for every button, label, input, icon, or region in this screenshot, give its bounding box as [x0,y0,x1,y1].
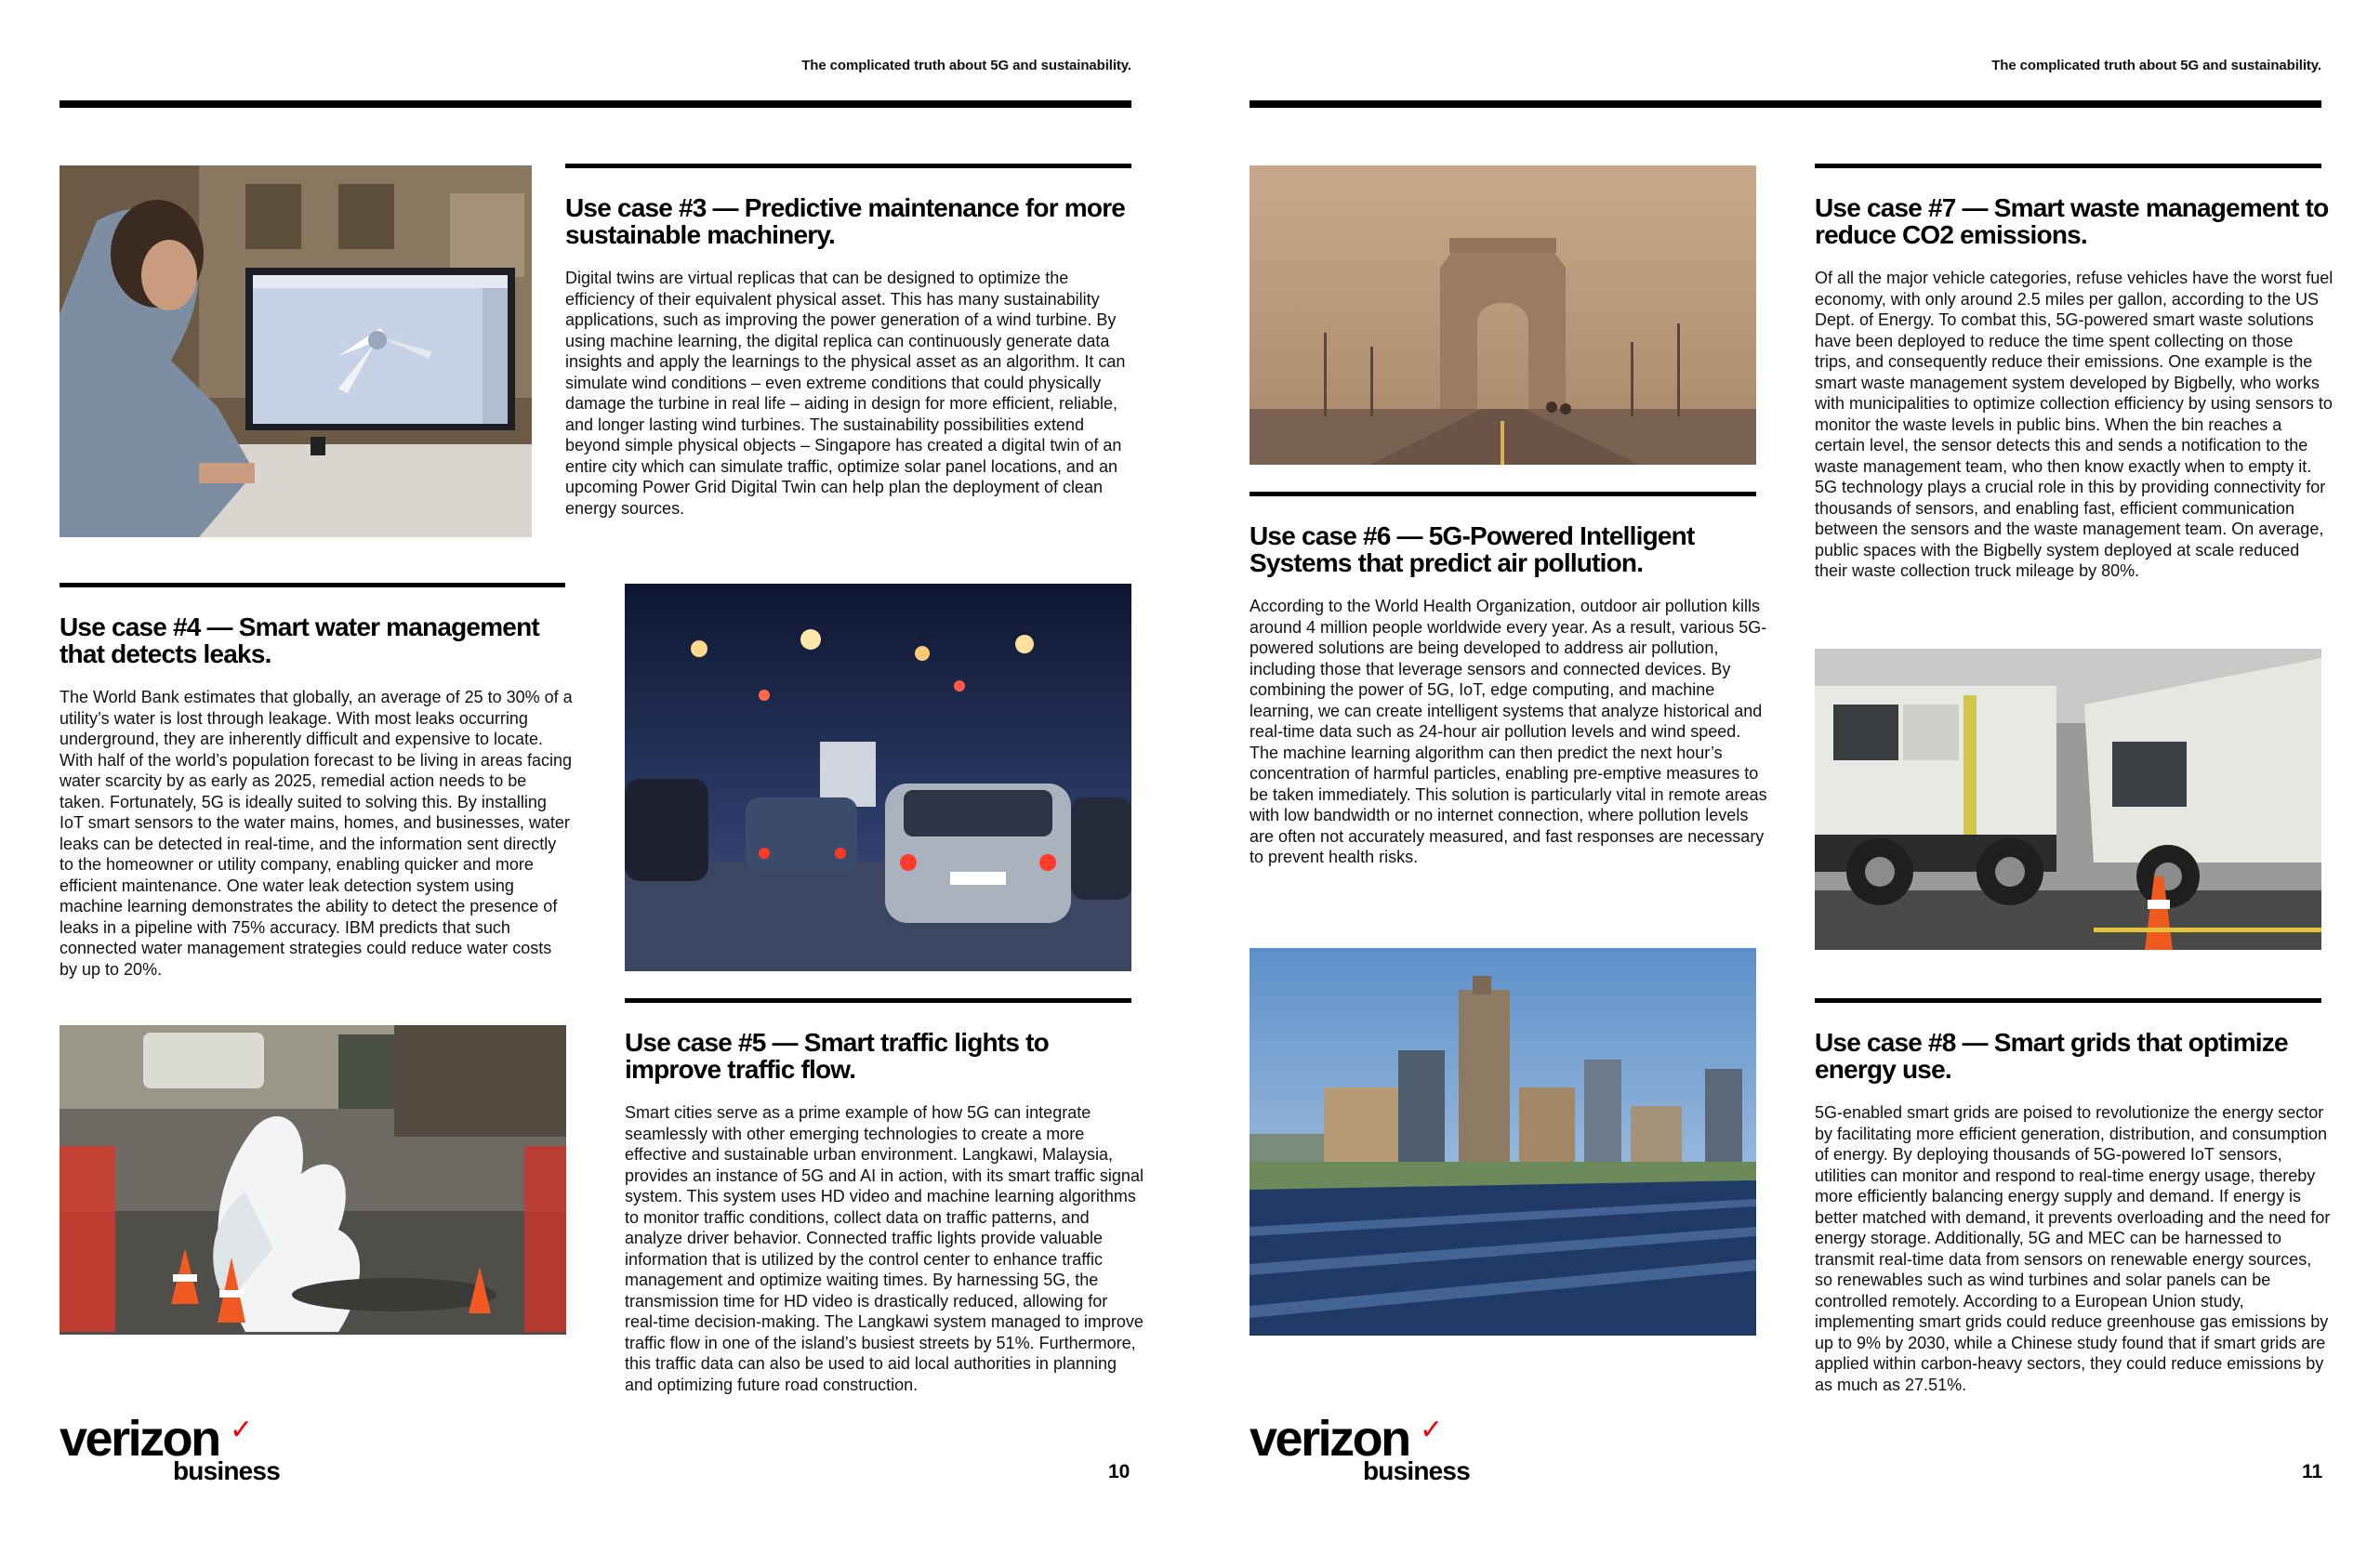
running-head: The complicated truth about 5G and sustainability. [801,58,1131,73]
section-rule-uc3 [565,164,1131,168]
logo-wordmark: verizon [60,1411,219,1467]
header-rule [60,100,1131,108]
body-use-case-8: 5G-enabled smart grids are poised to revolutionize the energy sector by facilitating more efficient generation, distribution, and consumption of energy. By deploying thousands of 5G-powered IoT sensors, utilities can monitor and respond to real-time energy usage, thereby more efficiently balancing energy supply and demand. If energy is better matched with demand, it prevents overloading and the need for energy storage. Additionally, 5G and MEC can be harnessed to transmit real-time data from sensors on renewable energy sources, so renewables such as wind turbines and solar panels can be controlled remotely. According to a European Union study, implementing smart grids could reduce greenhouse gas emissions by up to 9% by 2030, while a Chinese study found that if smart grids are applied within carbon-heavy sectors, they could reduce emissions by as much as 27.51%. [1815,1103,2331,1394]
section-rule-uc5 [625,998,1131,1003]
body-use-case-3: Digital twins are virtual replicas that can be designed to optimize the efficiency of their equivalent physical asset. This has many sustainability applications, such as improving the power generation of a wind turbine. By using machine learning, the digital replica can continuously generate data insights and apply the learnings to the physical asset as an algorithm. It can simulate wind conditions – even extreme conditions that could physically damage the turbine in real life – aiding in design for more efficient, reliable, and longer lasting wind turbines. The sustainability possibilities extend beyond simple physical objects – Singapore has created a digital twin of an entire city which can simulate traffic, optimize solar panel locations, and an upcoming Power Grid Digital Twin can help plan the deployment of clean energy sources. [565,269,1126,518]
photo-smog-monument [1250,165,1756,465]
photo-digital-twin-workstation [60,165,532,537]
heading-use-case-4: Use case #4 — Smart water management that detects leaks. [60,612,539,668]
verizon-business-logo [1250,1413,1501,1489]
body-use-case-7: Of all the major vehicle categories, refuse vehicles have the worst fuel economy, with only around 2.5 miles per gallon, according to the US Dept. of Energy. To combat this, 5G-powered smart waste solutions have been deployed to reduce the time spent collecting on those trips, and consequently reduce their emissions. One example is the smart waste management system developed by Bigbelly, who works with municipalities to optimize collection efficiency by using sensors to monitor the waste levels in public bins. When the bin reaches a certain level, the sensor detects this and sends a notification to the waste management team, who then know exactly when to empty it. 5G technology plays a crucial role in this by providing connectivity for thousands of sensors, and enabling fast, efficient communication between the sensors and the waste management team. On average, public spaces with the Bigbelly system deployed at scale reduced their waste collection truck mileage by 80%. [1815,269,2334,580]
body-use-case-4: The World Bank estimates that globally, an average of 25 to 30% of a utility’s water is lost through leakage. With most leaks occurring underground, they are inherently difficult and expensive to locate. With half of the world’s population forecast to be living in areas facing water scarcity by as early as 2025, remedial action needs to be taken. Fortunately, 5G is ideally suited to solving this. By installing IoT smart sensors to the water mains, homes, and businesses, water leaks can be detected in real-time, and the information sent directly to the homeowner or utility company, enabling quicker and more efficient maintenance. One water leak detection system using machine learning demonstrates the ability to detect the presence of leaks in a pipeline with 75% accuracy. IBM predicts that such connected water management strategies could reduce water costs by up to 20%. [60,688,573,979]
page-number: 10 [1108,1461,1130,1482]
heading-use-case-5: Use case #5 — Smart traffic lights to improve traffic flow. [625,1028,1049,1084]
logo-wordmark: verizon [1250,1411,1409,1467]
page-number: 11 [2302,1461,2323,1482]
section-rule-uc7 [1815,164,2321,168]
logo-checkmark-icon: ✓ [230,1415,254,1445]
logo-subline: business [173,1456,280,1485]
header-rule [1250,100,2321,108]
verizon-business-logo [60,1413,311,1489]
logo-checkmark-icon: ✓ [1420,1415,1444,1445]
logo-subline: business [1363,1456,1470,1485]
section-rule-uc6 [1250,492,1756,496]
running-head: The complicated truth about 5G and sustainability. [1991,58,2321,73]
body-use-case-5: Smart cities serve as a prime example of how 5G can integrate seamlessly with other emerging technologies to create a more effective and sustainable urban environment. Langkawi, Malaysia, provides an instance of 5G and AI in action, with its smart traffic signal system. This system uses HD video and machine learning algorithms to monitor traffic conditions, collect data on traffic patterns, and analyze driver behavior. Connected traffic lights provide valuable information that is utilized by the control center to enhance traffic management and optimize waiting times. By harnessing 5G, the transmission time for HD video is drastically reduced, allowing for real-time decision-making. The Langkawi system managed to improve traffic flow in one of the island’s busiest streets by 51%. Furthermore, this traffic data can also be used to aid local authorities in planning and optimizing future road construction. [625,1103,1144,1394]
section-rule-uc8 [1815,998,2321,1003]
photo-refuse-trucks [1815,649,2321,950]
section-rule-uc4 [60,583,565,587]
heading-use-case-7: Use case #7 — Smart waste management to reduce CO2 emissions. [1815,193,2329,249]
page-11 [1190,0,2380,1541]
photo-water-leak [60,1025,566,1335]
photo-solar-city-skyline [1250,948,1756,1336]
heading-use-case-6: Use case #6 — 5G-Powered Intelligent Systems that predict air pollution. [1250,521,1695,577]
heading-use-case-8: Use case #8 — Smart grids that optimize energy use. [1815,1028,2288,1084]
photo-night-traffic [625,584,1131,971]
body-use-case-6: According to the World Health Organization, outdoor air pollution kills around 4 million people worldwide every year. As a result, various 5G-powered solutions are being developed to address air pollution, including those that leverage sensors and connected devices. By combining the power of 5G, IoT, edge computing, and machine learning, we can create intelligent systems that analyze historical and real-time data such as 24-hour air pollution levels and wind speed. The machine learning algorithm can then predict the next hour’s concentration of harmful particles, enabling pre-emptive measures to be taken immediately. This solution is particularly vital in remote areas with low bandwidth or no internet connection, where pollution levels are often not accurately measured, and fast responses are necessary to prevent health risks. [1250,597,1767,866]
heading-use-case-3: Use case #3 — Predictive maintenance for more sustainable machinery. [565,193,1126,249]
